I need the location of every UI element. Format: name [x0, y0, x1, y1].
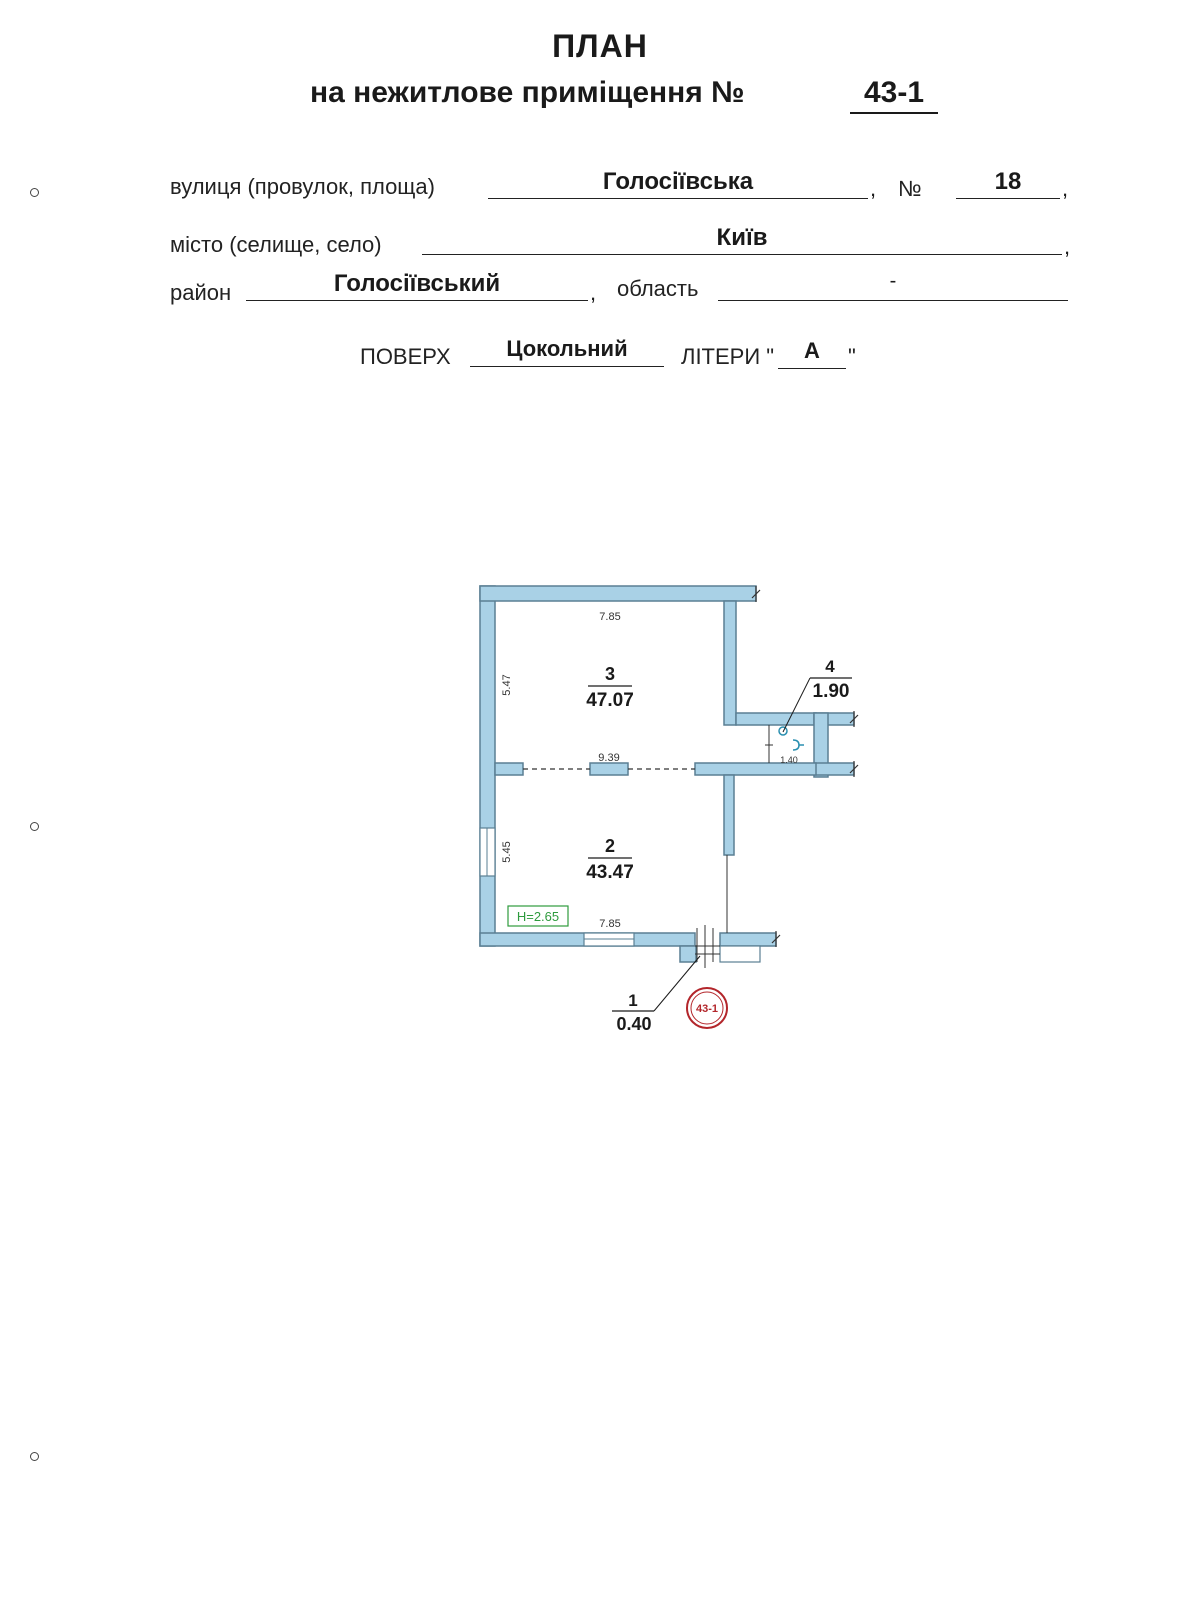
- wall: [590, 763, 628, 775]
- room-area: 1.90: [812, 681, 850, 702]
- district-value: Голосіївський: [246, 270, 588, 301]
- wall: [724, 775, 734, 855]
- wall: [736, 713, 816, 725]
- letter-label-open: ЛІТЕРИ ": [681, 344, 775, 369]
- ceiling-height: H=2.65: [516, 909, 560, 924]
- wall: [724, 601, 736, 725]
- street-value: Голосіївська: [488, 168, 868, 199]
- entrance-step: [720, 946, 760, 962]
- city-value: Київ: [422, 224, 1062, 255]
- wall: [680, 946, 696, 962]
- room-number: 2: [604, 836, 616, 856]
- dimension-label: 5.45: [501, 841, 513, 863]
- street-label: вулиця (провулок, площа): [170, 174, 435, 199]
- entrance-door: [695, 925, 720, 968]
- room-number: 4: [825, 657, 835, 676]
- room-number: 1: [628, 991, 638, 1010]
- dimension-label: 5.47: [501, 674, 513, 696]
- separator-comma: ,: [1064, 234, 1071, 259]
- wall: [480, 586, 756, 601]
- wall: [720, 933, 776, 946]
- page-subtitle: на нежитлове приміщення №: [310, 76, 745, 109]
- building-number: 18: [956, 168, 1060, 199]
- stamp-label: 43-1: [695, 1003, 719, 1015]
- room-number: 3: [604, 664, 616, 684]
- letter-label-close: ": [848, 344, 856, 369]
- letter-value: А: [778, 338, 846, 369]
- wall: [695, 763, 816, 775]
- wall: [814, 763, 854, 775]
- floor-value: Цокольний: [470, 336, 664, 367]
- city-label: місто (селище, село): [170, 232, 382, 257]
- dimension-label: 1.40: [780, 755, 798, 765]
- region-label: область: [617, 276, 699, 301]
- room-area: 47.07: [586, 690, 634, 711]
- dimension-label: 9.39: [598, 752, 620, 764]
- dimension-label: 7.85: [599, 918, 621, 930]
- region-value: -: [718, 270, 1068, 301]
- separator-comma: ,: [1062, 176, 1069, 201]
- floor-label: ПОВЕРХ: [360, 344, 451, 369]
- page-title: ПЛАН: [552, 28, 648, 64]
- number-label: №: [898, 176, 922, 201]
- wall: [480, 586, 495, 946]
- premises-number: 43-1: [850, 76, 938, 114]
- room-area: 0.40: [616, 1014, 652, 1034]
- dimension-label: 7.85: [599, 611, 621, 623]
- room-area: 43.47: [586, 862, 634, 883]
- wall: [495, 763, 523, 775]
- sink-icon: [793, 740, 799, 750]
- district-label: район: [170, 280, 232, 305]
- separator-comma: ,: [870, 176, 877, 201]
- separator-comma: ,: [590, 280, 597, 305]
